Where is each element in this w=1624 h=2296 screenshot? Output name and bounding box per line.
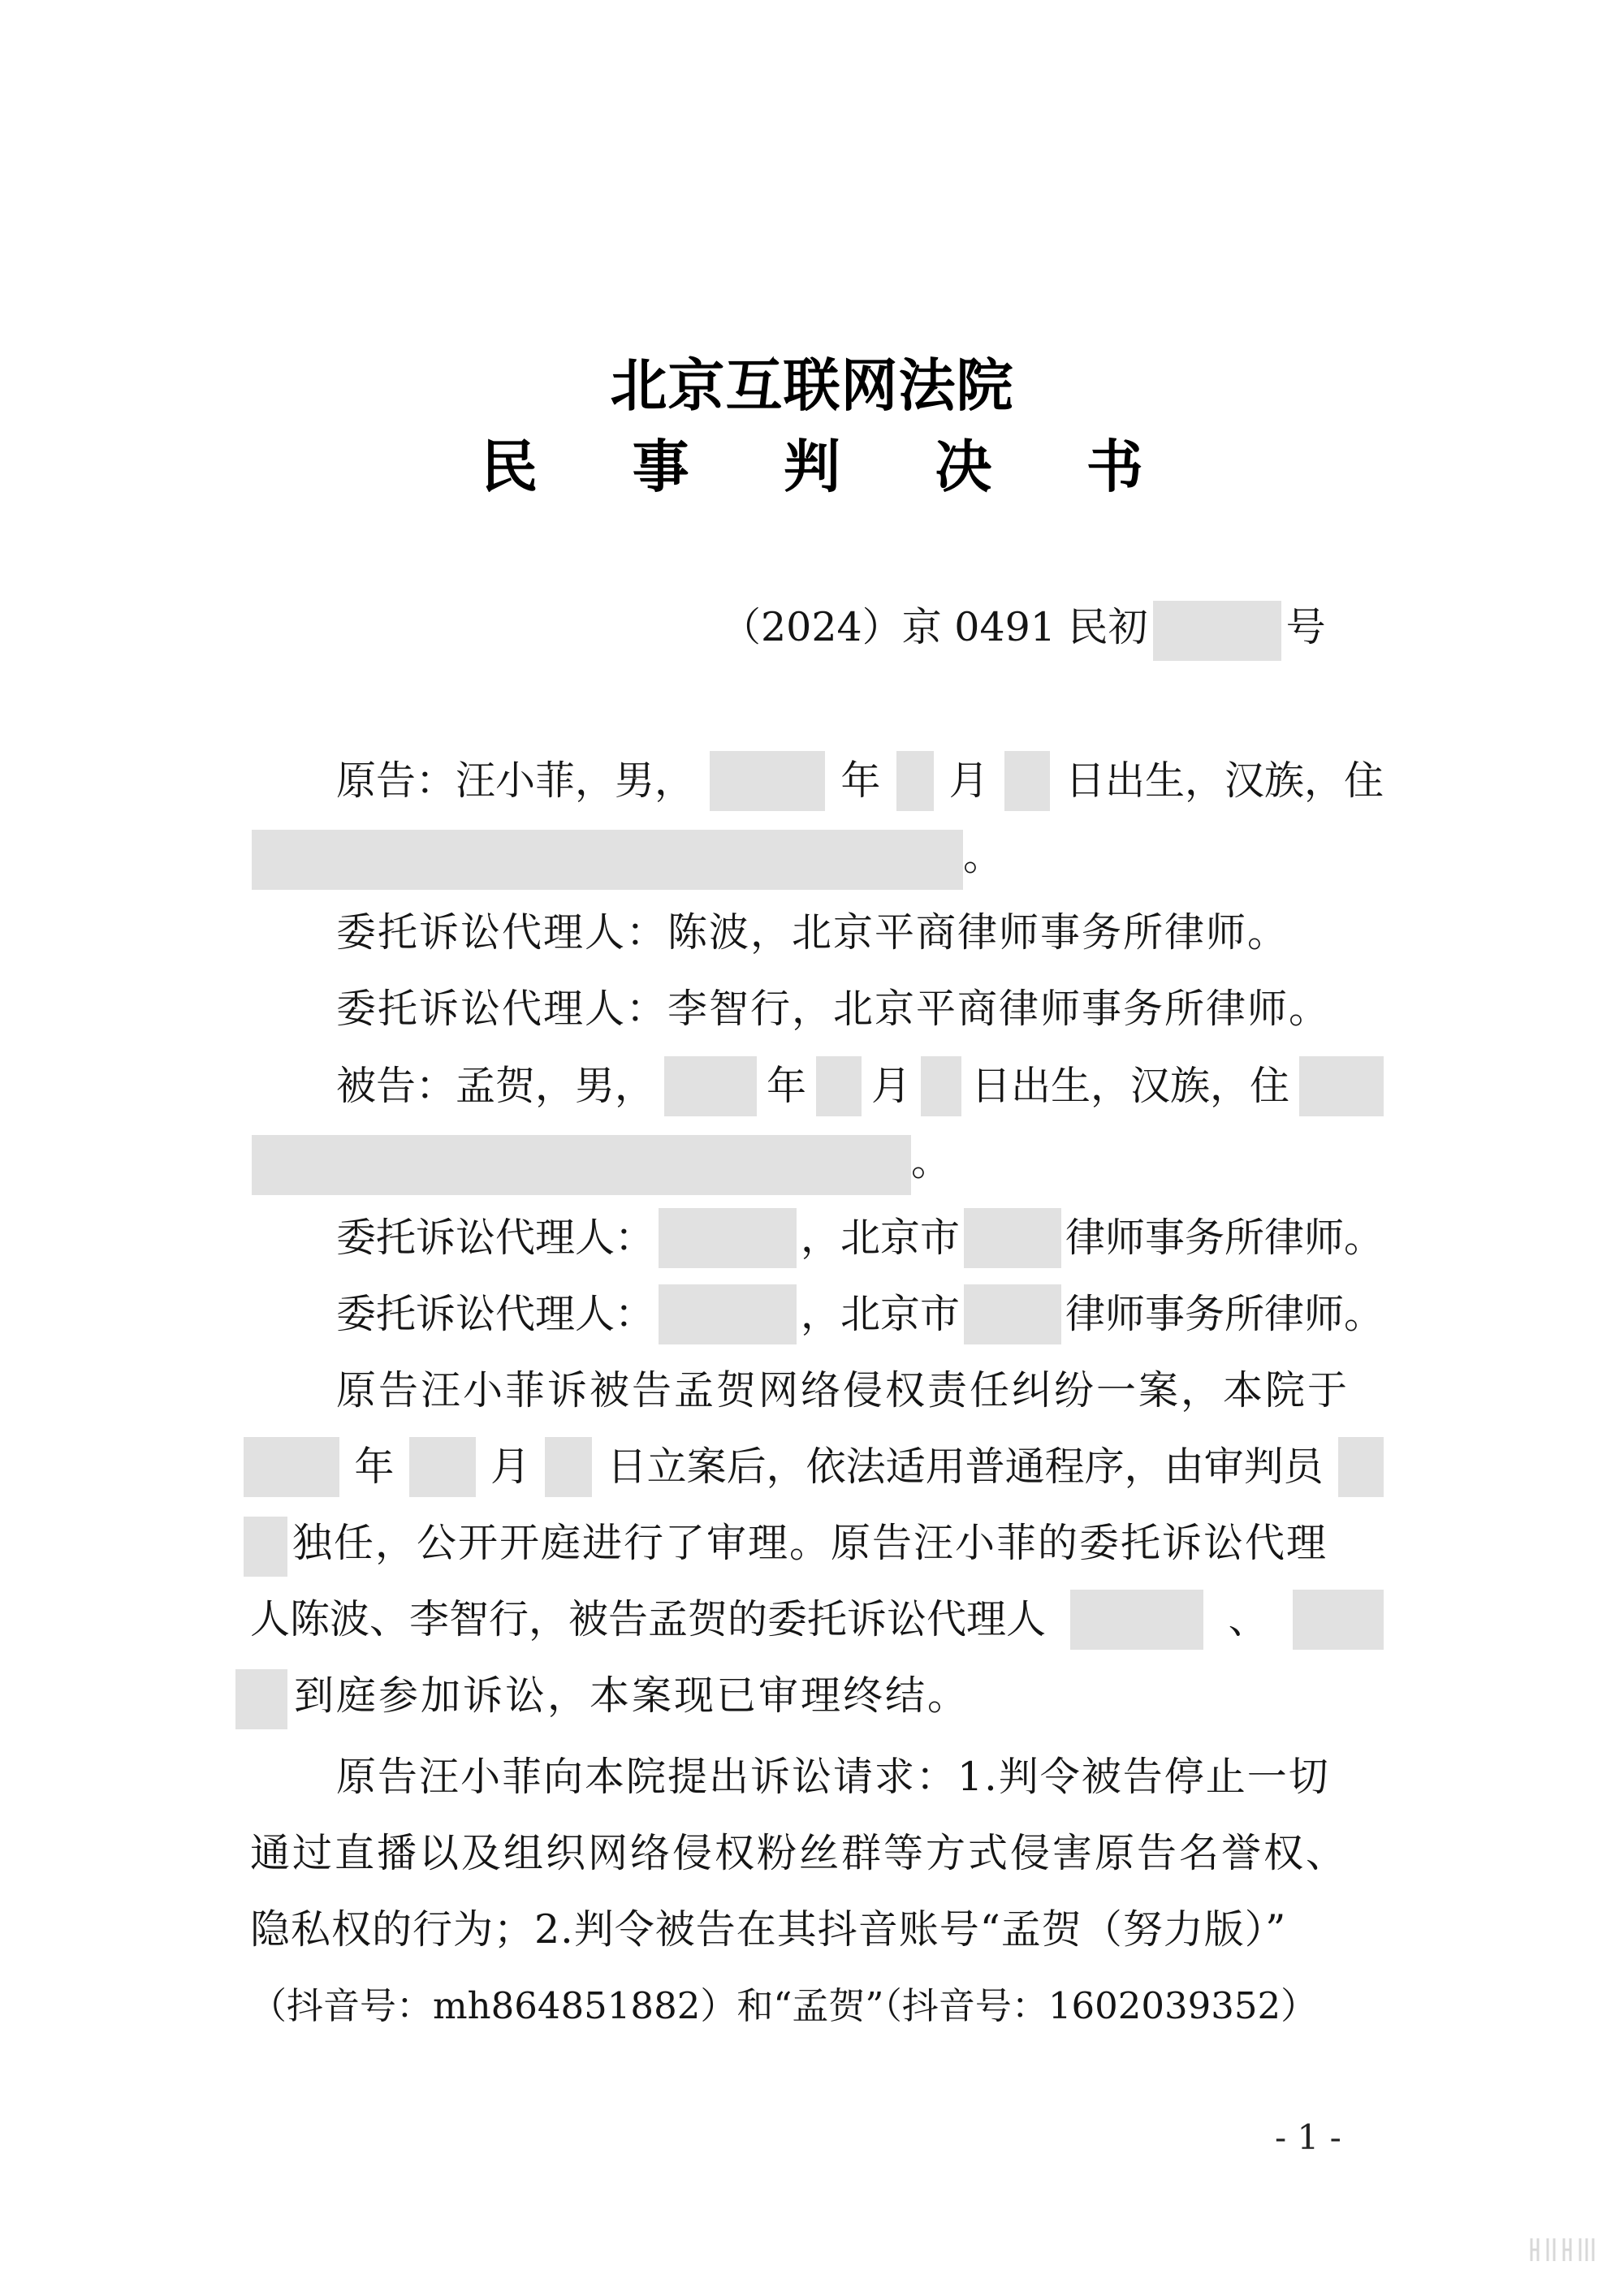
redaction-block xyxy=(1299,1056,1384,1116)
birth-day-and-rest: 日出生，汉族，住 xyxy=(970,1063,1289,1109)
filing-rest: 日立案后，依法适用普通程序，由审判员 xyxy=(607,1444,1324,1490)
case-intro-line-2 xyxy=(244,1439,1384,1495)
defendant-address-line xyxy=(252,1133,1389,1190)
claims-line-4: （抖音号：mh864851882）和“孟贺”（抖音号：1602039352） xyxy=(250,1984,1318,2027)
redaction-block xyxy=(1153,601,1281,661)
claims-line-3: 隐私权的行为；2.判令被告在其抖音账号“孟贺（努力版）” xyxy=(250,1906,1287,1953)
redaction-block xyxy=(664,1056,757,1116)
defendant-address-end: 。 xyxy=(911,1138,952,1185)
defendant-agent-2 xyxy=(336,1286,1384,1343)
filing-year-unit: 年 xyxy=(354,1444,395,1490)
case-intro-line-3 xyxy=(244,1515,1384,1572)
redaction-block xyxy=(1070,1590,1203,1650)
court-name: 北京互联网法院 xyxy=(610,352,1014,419)
case-number-suffix: 号 xyxy=(1285,604,1326,650)
birth-month-unit: 月 xyxy=(948,757,989,804)
claims-line-1: 原告汪小菲向本院提出诉讼请求：1.判令被告停止一切 xyxy=(336,1754,1330,1800)
filing-month-unit: 月 xyxy=(490,1444,530,1490)
case-number-prefix: （2024）京 0491 民初 xyxy=(721,604,1148,650)
case-intro-line-5-text: 到庭参加诉讼，本案现已审理终结。 xyxy=(294,1672,970,1719)
defendant-agent-1 xyxy=(336,1210,1384,1267)
redaction-block xyxy=(244,1437,339,1497)
plaintiff-agent-2: 委托诉讼代理人：李智行，北京平商律师事务所律师。 xyxy=(336,986,1331,1032)
case-number xyxy=(721,599,1452,656)
agent-firm: 律师事务所律师。 xyxy=(1065,1291,1384,1337)
case-intro-line-1: 原告汪小菲诉被告孟贺网络侵权责任纠纷一案，本院于 xyxy=(336,1367,1350,1413)
redaction-block xyxy=(964,1284,1061,1344)
claims-line-2: 通过直播以及组织网络侵权粉丝群等方式侵害原告名誉权、 xyxy=(250,1830,1349,1876)
plaintiff-line xyxy=(336,753,1384,809)
redaction-block xyxy=(1338,1437,1384,1497)
redaction-block xyxy=(244,1517,287,1577)
birth-month-unit: 月 xyxy=(870,1063,911,1109)
redaction-block xyxy=(816,1056,862,1116)
defendant-line xyxy=(336,1058,1384,1115)
agent-city: ，北京市 xyxy=(800,1291,960,1337)
plaintiff-address-line xyxy=(252,828,1389,885)
watermark-logo xyxy=(1527,2229,1600,2269)
redaction-block xyxy=(1004,751,1050,811)
agent-label: 委托诉讼代理人： xyxy=(336,1215,655,1261)
redaction-block xyxy=(659,1284,797,1344)
redaction-block xyxy=(545,1437,592,1497)
case-intro-line-4-text: 人陈波、李智行，被告孟贺的委托诉讼代理人 xyxy=(250,1596,1047,1642)
birth-year-unit: 年 xyxy=(766,1063,806,1109)
separator: 、 xyxy=(1228,1596,1268,1642)
agent-firm: 律师事务所律师。 xyxy=(1065,1215,1384,1261)
case-intro-line-5 xyxy=(235,1668,1384,1724)
plaintiff-address-end: 。 xyxy=(963,833,1004,879)
redaction-block xyxy=(710,751,825,811)
redaction-block xyxy=(235,1669,287,1729)
agent-city: ，北京市 xyxy=(800,1215,960,1261)
birth-year-unit: 年 xyxy=(840,757,881,804)
redaction-block xyxy=(896,751,934,811)
redaction-block xyxy=(252,830,963,890)
redaction-block xyxy=(252,1135,911,1195)
plaintiff-label: 原告：汪小菲，男， xyxy=(336,757,695,804)
case-intro-line-4 xyxy=(250,1591,1384,1648)
document-type: 民 事 判 决 书 xyxy=(481,433,1181,500)
agent-label: 委托诉讼代理人： xyxy=(336,1291,655,1337)
birth-day-and-rest: 日出生，汉族，住 xyxy=(1065,757,1384,804)
redaction-block xyxy=(921,1056,961,1116)
page-number: - 1 - xyxy=(1275,2117,1341,2157)
redaction-block xyxy=(964,1208,1061,1268)
defendant-label: 被告：孟贺，男， xyxy=(336,1063,655,1109)
plaintiff-agent-1: 委托诉讼代理人：陈波，北京平商律师事务所律师。 xyxy=(336,909,1289,956)
redaction-block xyxy=(1293,1590,1384,1650)
case-intro-line-3-text: 独任，公开开庭进行了审理。原告汪小菲的委托诉讼代理 xyxy=(292,1520,1328,1566)
redaction-block xyxy=(659,1208,797,1268)
redaction-block xyxy=(409,1437,476,1497)
